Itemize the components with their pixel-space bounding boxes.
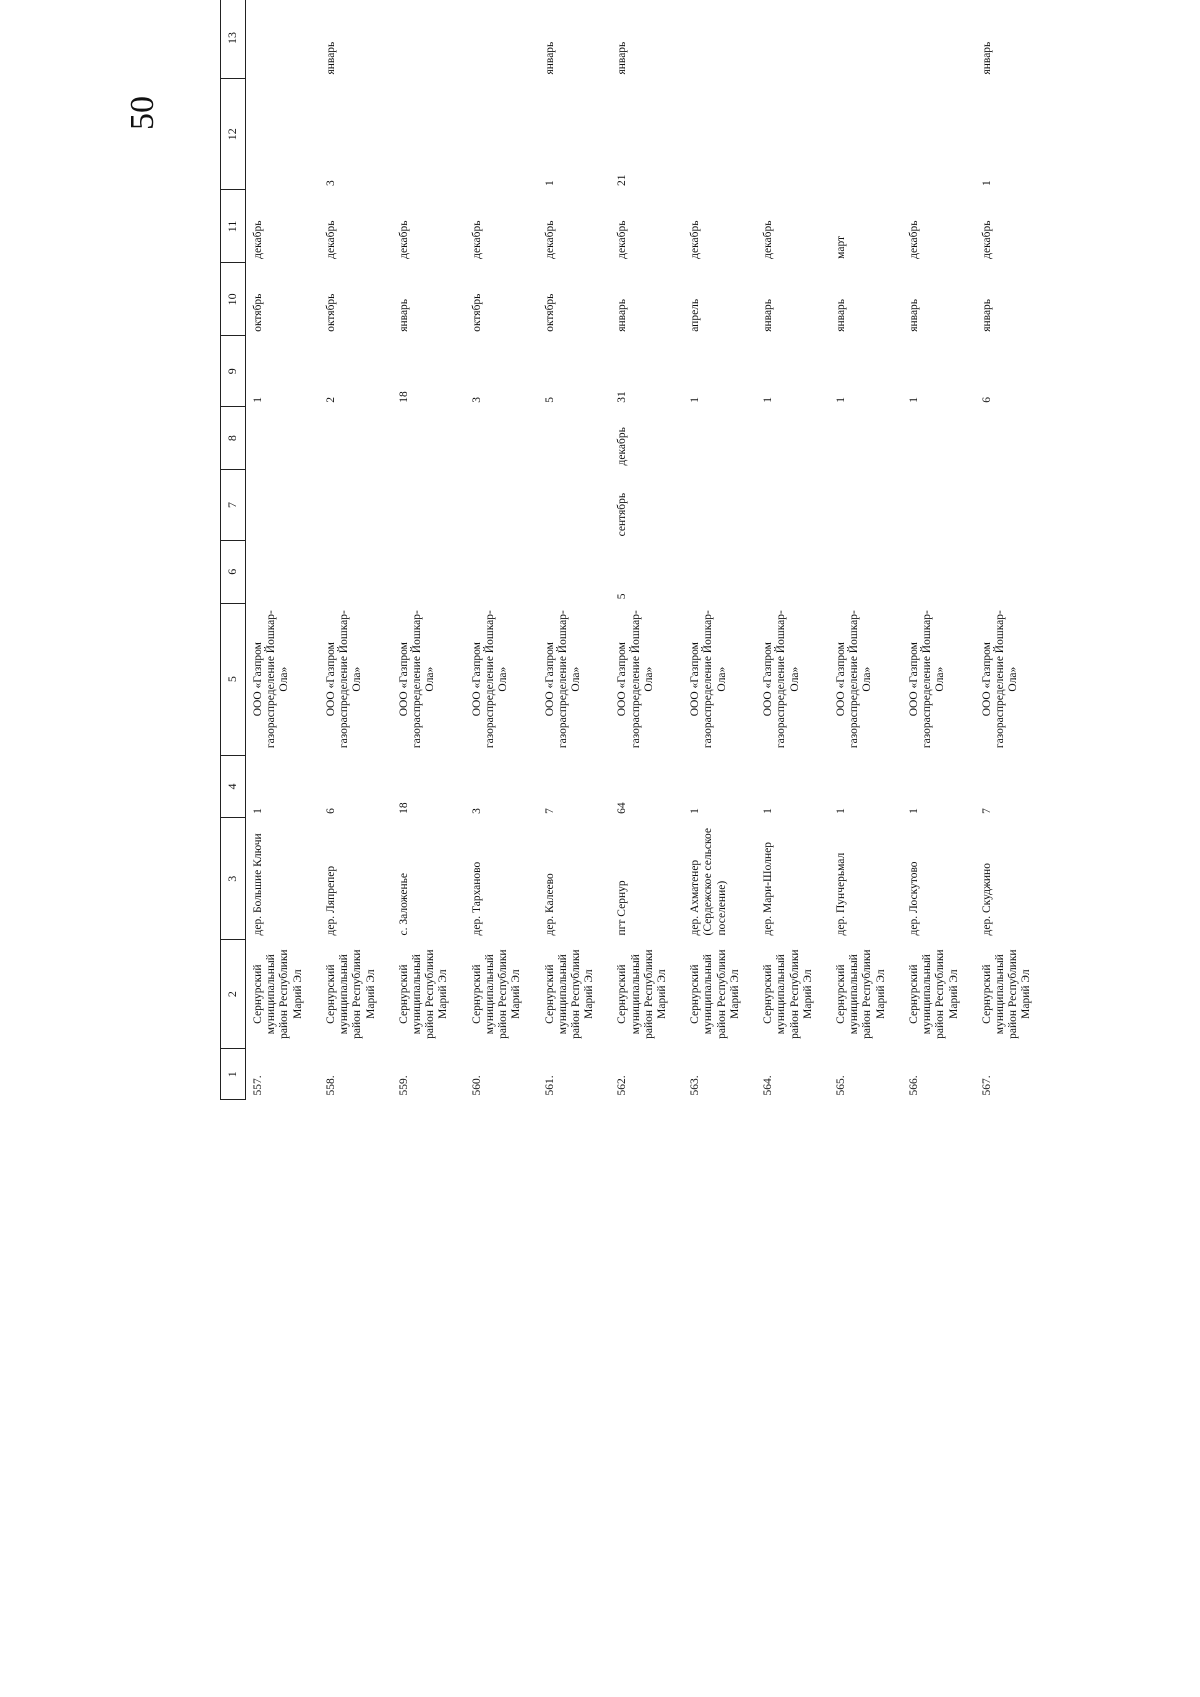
table-cell-col-12	[246, 79, 319, 190]
table-cell-col-1: 562.	[616, 1075, 629, 1096]
table-cell-col-9: 1	[907, 396, 920, 403]
table-cell-col-4: 18	[397, 802, 410, 814]
table-cell-col-4: 1	[907, 808, 920, 814]
table-cell-col-7	[392, 469, 465, 540]
table-row	[829, 0, 902, 1100]
table-cell-col-12	[829, 79, 902, 190]
table-row	[538, 0, 611, 1100]
column-header-4: 4	[221, 755, 246, 818]
table-cell-col-10: январь	[835, 298, 847, 332]
column-number-header-row	[221, 0, 246, 1100]
table-cell-col-4: 3	[470, 808, 483, 814]
table-cell-col-5: ООО «Газпром газораспределение Йошкар-Ола»	[835, 610, 874, 749]
table-cell-col-12: 3	[324, 180, 337, 186]
table-cell-col-10: апрель	[689, 298, 702, 332]
page-number: 50	[124, 96, 161, 130]
table-cell-col-6	[829, 540, 902, 603]
table-cell-col-10: январь	[980, 298, 993, 332]
table-cell-col-3: пгт Сернур	[616, 880, 629, 936]
table-cell-col-6: 5	[616, 593, 629, 600]
table-cell-col-2: Сернурский муниципальный район Республики Марий Эл	[616, 949, 669, 1039]
table-cell-col-6	[246, 540, 319, 603]
table-cell-col-5: ООО «Газпром газораспределение Йошкар-Ола»	[324, 610, 364, 749]
table-cell-col-13	[392, 0, 465, 79]
column-header-1: 1	[221, 1049, 246, 1100]
table-cell-col-1: 564.	[762, 1075, 775, 1096]
table-cell-col-1: 561.	[543, 1075, 556, 1096]
table-cell-col-12	[756, 79, 829, 190]
table-row	[610, 0, 683, 1100]
table-row	[392, 0, 465, 1100]
table-cell-col-10: октябрь	[470, 293, 483, 332]
table-cell-col-1: 563.	[689, 1075, 702, 1096]
table-cell-col-11: март	[835, 235, 847, 259]
column-header-13: 13	[221, 0, 246, 79]
table-cell-col-11: декабрь	[907, 220, 920, 259]
column-header-6: 6	[221, 540, 246, 603]
table-cell-col-7	[902, 469, 975, 540]
table-cell-col-1: 558.	[324, 1075, 337, 1096]
table-cell-col-6	[465, 540, 538, 603]
rotated-table-frame	[220, 0, 1200, 1100]
table-cell-col-9: 1	[762, 396, 775, 403]
table-cell-col-5: ООО «Газпром газораспределение Йошкар-Ола»	[470, 610, 510, 749]
table-cell-col-4: 64	[616, 802, 629, 814]
table-cell-col-13: январь	[324, 41, 337, 75]
table-cell-col-7	[246, 469, 319, 540]
table-cell-col-7	[975, 469, 1048, 540]
table-row	[756, 0, 829, 1100]
table-cell-col-4: 1	[252, 808, 264, 814]
table-cell-col-12	[465, 79, 538, 190]
table-cell-col-13	[829, 0, 902, 79]
table-cell-col-1: 565.	[835, 1075, 847, 1096]
table-cell-col-1: 567.	[980, 1075, 993, 1096]
table-cell-col-2: Сернурский муниципальный район Республики Марий Эл	[252, 949, 304, 1039]
table-cell-col-8	[756, 407, 829, 470]
table-cell-col-8	[902, 407, 975, 470]
table-cell-col-8	[538, 407, 611, 470]
table-cell-col-3: дер. Пунчерьмал	[835, 852, 847, 936]
table-cell-col-4: 1	[762, 808, 775, 814]
column-header-2: 2	[221, 939, 246, 1048]
table-cell-col-2: Сернурский муниципальный район Республики Марий Эл	[543, 949, 596, 1039]
table-cell-col-13	[756, 0, 829, 79]
table-cell-col-2: Сернурский муниципальный район Республики Марий Эл	[397, 949, 450, 1039]
table-cell-col-5: ООО «Газпром газораспределение Йошкар-Ола»	[616, 610, 655, 749]
table-cell-col-3: дер. Мари-Шолнер	[762, 842, 775, 936]
table-row	[975, 0, 1048, 1100]
table-cell-col-3: дер. Скуджино	[980, 863, 993, 936]
table-cell-col-2: Сернурский муниципальный район Республики Марий Эл	[324, 949, 377, 1039]
table-cell-col-13: январь	[980, 41, 993, 75]
table-cell-col-3: дер. Ляпрепер	[324, 865, 337, 936]
table-cell-col-8	[319, 407, 392, 470]
table-cell-col-1: 566.	[907, 1075, 920, 1096]
table-cell-col-10: октябрь	[252, 293, 264, 332]
table-cell-col-7	[319, 469, 392, 540]
table-cell-col-11: декабрь	[616, 220, 629, 259]
table-cell-col-4: 1	[835, 808, 847, 814]
table-cell-col-2: Сернурский муниципальный район Республики Марий Эл	[470, 949, 523, 1039]
table-cell-col-6	[683, 540, 756, 603]
table-cell-col-10: октябрь	[324, 293, 337, 332]
table-cell-col-6	[902, 540, 975, 603]
table-cell-col-9: 5	[543, 396, 556, 403]
table-cell-col-5: ООО «Газпром газораспределение Йошкар-Ола»	[252, 610, 291, 749]
table-cell-col-12	[683, 79, 756, 190]
column-header-9: 9	[221, 336, 246, 407]
table-cell-col-9: 31	[616, 391, 629, 403]
table-cell-col-11: декабрь	[762, 220, 775, 259]
table-cell-col-11: декабрь	[543, 220, 556, 259]
table-cell-col-10: январь	[907, 298, 920, 332]
table-row	[246, 0, 319, 1100]
table-cell-col-13	[902, 0, 975, 79]
table-cell-col-9: 1	[689, 396, 702, 403]
table-cell-col-5: ООО «Газпром газораспределение Йошкар-Ола»	[907, 610, 947, 749]
table-cell-col-2: Сернурский муниципальный район Республики Марий Эл	[689, 949, 741, 1039]
table-cell-col-7	[756, 469, 829, 540]
table-cell-col-5: ООО «Газпром газораспределение Йошкар-Ола»	[543, 610, 582, 749]
table-cell-col-9: 18	[397, 391, 410, 403]
table-cell-col-3: дер. Тарханово	[470, 861, 483, 936]
table-cell-col-12: 1	[980, 180, 993, 186]
table-cell-col-9: 1	[252, 396, 264, 403]
table-cell-col-13: январь	[616, 41, 629, 75]
table-cell-col-6	[975, 540, 1048, 603]
table-cell-col-8	[683, 407, 756, 470]
table-cell-col-6	[756, 540, 829, 603]
table-cell-col-1: 560.	[470, 1075, 483, 1096]
column-header-12: 12	[221, 79, 246, 190]
table-cell-col-8	[975, 407, 1048, 470]
table-cell-col-11: декабрь	[252, 220, 264, 259]
column-header-3: 3	[221, 818, 246, 940]
table-cell-col-4: 1	[689, 808, 702, 814]
table-cell-col-5: ООО «Газпром газораспределение Йошкар-Ола»	[980, 610, 1020, 749]
gasification-schedule-table	[220, 0, 1048, 1100]
table-cell-col-2: Сернурский муниципальный район Республики Марий Эл	[907, 949, 960, 1039]
table-cell-col-6	[392, 540, 465, 603]
table-cell-col-1: 557.	[252, 1075, 264, 1096]
table-cell-col-11: декабрь	[980, 220, 993, 259]
table-cell-col-13: январь	[543, 41, 556, 75]
table-cell-col-3: дер. Калеево	[543, 873, 556, 936]
table-cell-col-8	[392, 407, 465, 470]
table-row	[902, 0, 975, 1100]
table-cell-col-2: Сернурский муниципальный район Республики Марий Эл	[980, 949, 1033, 1039]
table-cell-col-12	[902, 79, 975, 190]
table-cell-col-11: декабрь	[470, 220, 483, 259]
table-cell-col-5: ООО «Газпром газораспределение Йошкар-Ола»	[762, 610, 801, 749]
table-cell-col-8	[246, 407, 319, 470]
table-cell-col-12: 1	[543, 180, 556, 186]
table-cell-col-11: декабрь	[689, 220, 702, 259]
table-cell-col-7	[829, 469, 902, 540]
table-cell-col-7	[683, 469, 756, 540]
table-cell-col-9: 3	[470, 396, 483, 403]
table-cell-col-9: 1	[835, 396, 847, 403]
table-cell-col-11: декабрь	[324, 220, 337, 259]
table-cell-col-7: сентябрь	[616, 492, 629, 537]
table-cell-col-10: октябрь	[543, 293, 556, 332]
table-cell-col-1: 559.	[397, 1075, 410, 1096]
table-cell-col-8	[829, 407, 902, 470]
table-row	[465, 0, 538, 1100]
table-cell-col-8	[465, 407, 538, 470]
table-cell-col-8: декабрь	[616, 427, 629, 466]
table-cell-col-4: 6	[324, 808, 337, 814]
table-cell-col-6	[319, 540, 392, 603]
table-cell-col-3: дер. Большие Ключи	[252, 833, 264, 936]
column-header-7: 7	[221, 469, 246, 540]
table-cell-col-13	[683, 0, 756, 79]
table-row	[319, 0, 392, 1100]
column-header-8: 8	[221, 407, 246, 470]
table-cell-col-9: 6	[980, 396, 993, 403]
table-cell-col-5: ООО «Газпром газораспределение Йошкар-Ола»	[397, 610, 437, 749]
table-cell-col-7	[465, 469, 538, 540]
table-cell-col-3: с. Заложенье	[397, 873, 410, 936]
table-row	[683, 0, 756, 1100]
table-cell-col-5: ООО «Газпром газораспределение Йошкар-Ола»	[689, 610, 728, 749]
table-cell-col-10: январь	[616, 298, 629, 332]
table-cell-col-10: январь	[397, 298, 410, 332]
table-cell-col-9: 2	[324, 396, 337, 403]
table-cell-col-2: Сернурский муниципальный район Республики Марий Эл	[835, 949, 887, 1039]
column-header-10: 10	[221, 263, 246, 336]
table-cell-col-3: дер. Ахматенер (Сердежское сельское поселение)	[689, 828, 728, 936]
table-cell-col-2: Сернурский муниципальный район Республики Марий Эл	[762, 949, 814, 1039]
column-header-5: 5	[221, 603, 246, 755]
table-body	[246, 0, 1048, 1100]
table-cell-col-11: декабрь	[397, 220, 410, 259]
table-cell-col-3: дер. Лоскутово	[907, 861, 920, 936]
table-cell-col-10: январь	[762, 298, 775, 332]
table-cell-col-13	[465, 0, 538, 79]
table-cell-col-4: 7	[980, 808, 993, 814]
table-cell-col-12: 21	[616, 174, 629, 186]
table-cell-col-13	[246, 0, 319, 79]
table-cell-col-4: 7	[543, 808, 556, 814]
table-cell-col-6	[538, 540, 611, 603]
table-cell-col-12	[392, 79, 465, 190]
table-cell-col-7	[538, 469, 611, 540]
column-header-11: 11	[221, 190, 246, 263]
